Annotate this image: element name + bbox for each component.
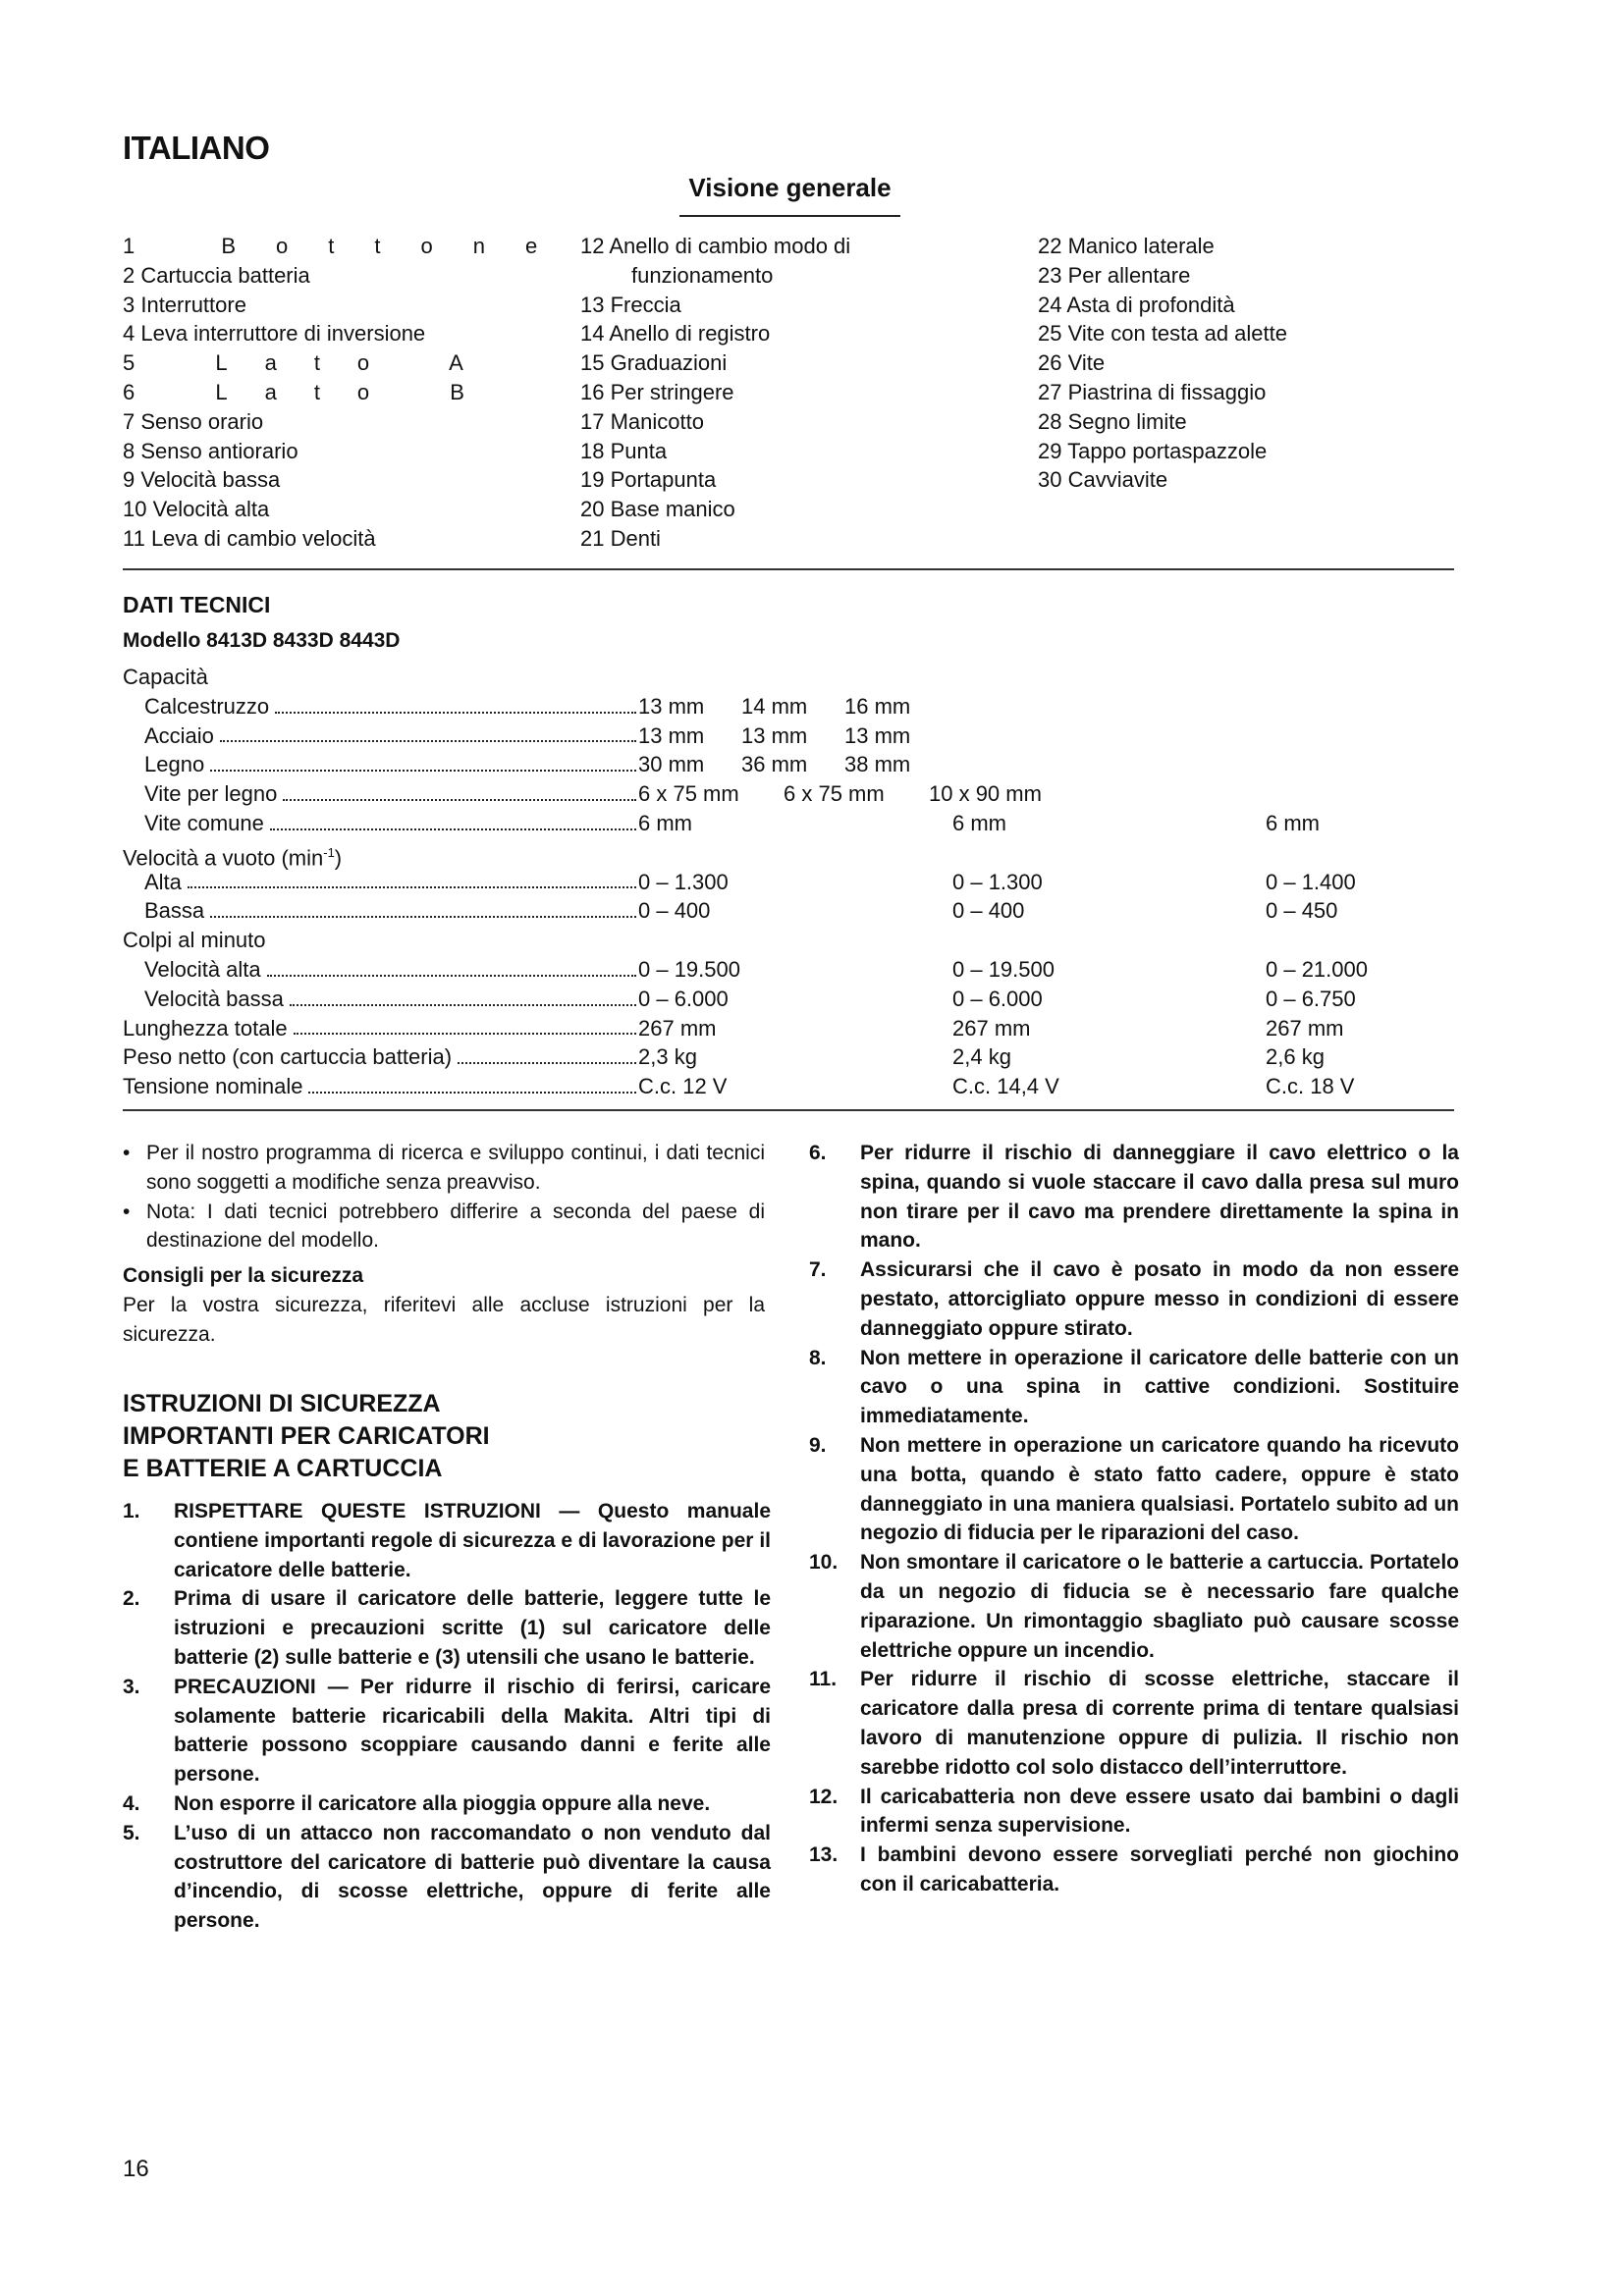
instruction-item [123, 1673, 771, 1789]
part-item: 1 Bottone [123, 234, 578, 258]
spec-value: C.c. 14,4 V [952, 1074, 1059, 1099]
spec-value: 0 – 6.750 [1266, 986, 1356, 1011]
item-text: Per ridurre il rischio di danneggiare il cavo elettrico o la spina, quando si vuole staccare il cavo dalla presa sul muro non tirare per il cavo ma prendere direttamente la spina in mano. [860, 1142, 1459, 1253]
part-item: 17 Manicotto [580, 408, 704, 434]
spec-value: C.c. 18 V [1266, 1074, 1355, 1099]
instruction-item [123, 1584, 771, 1672]
spec-label: Velocità bassa [144, 986, 284, 1011]
safety-tip-heading: Consigli per la sicurezza [123, 1264, 364, 1288]
spec-label: Bassa [144, 898, 205, 924]
section-divider [123, 568, 1454, 570]
spec-label-with-leader [144, 692, 638, 721]
item-number: 4. [123, 1791, 140, 1815]
spec-value: 0 – 1.400 [1266, 869, 1356, 894]
item-text: Il caricabatteria non deve essere usato dai bambini o dagli infermi senza supervisione. [860, 1785, 1459, 1838]
spec-value: 0 – 19.500 [638, 956, 740, 982]
instruction-item [809, 1255, 1459, 1343]
spec-label: Tensione nominale [123, 1074, 303, 1099]
part-item: 12 Anello di cambio modo di [580, 234, 851, 258]
spec-value: 0 – 6.000 [952, 986, 1043, 1011]
instruction-item [123, 1789, 771, 1819]
spec-value: 6 x 75 mm [784, 781, 885, 807]
item-text: L’uso di un attacco non raccomandato o non venduto dal costruttore del caricatore di batterie può diventare la causa d’incendio, di scosse elettriche, oppure di ferite alle persone. [174, 1821, 771, 1933]
spec-row [123, 985, 1458, 1014]
bullet-icon: • [123, 1200, 131, 1223]
spec-group-text-part: ) [334, 845, 343, 871]
spec-row [123, 721, 1458, 751]
item-number: 1. [123, 1500, 140, 1522]
part-item: 23 Per allentare [1038, 262, 1191, 288]
page-number: 16 [123, 2156, 149, 2182]
spec-group-text: Velocità a vuoto (min [123, 845, 324, 871]
spec-value: 2,3 kg [638, 1044, 697, 1070]
spec-value: 10 x 90 mm [929, 781, 1042, 807]
item-text: RISPETTARE QUESTE ISTRUZIONI — Questo manuale contiene importanti regole di sicurezza e di lavorazione per il caricatore delle batterie. [174, 1500, 771, 1581]
part-item: 8 Senso antiorario [123, 438, 298, 463]
spec-label-with-leader [144, 721, 638, 751]
overview-heading: Visione generale [688, 173, 892, 202]
dot-leader [220, 740, 636, 742]
part-item: 25 Vite con testa ad alette [1038, 321, 1287, 347]
spec-row [123, 750, 1458, 779]
spec-label: Vite per legno [144, 781, 278, 807]
spec-group-label [123, 838, 1458, 871]
part-item: 7 Senso orario [123, 408, 264, 434]
specs-table [123, 663, 1458, 1101]
part-item: 30 Cavviavite [1038, 467, 1168, 493]
spec-value: 16 mm [844, 693, 911, 719]
item-text: I bambini devono essere sorvegliati perché non giochino con il caricabatteria. [860, 1843, 1459, 1896]
spec-row [123, 1072, 1458, 1101]
item-number: 3. [123, 1675, 140, 1698]
left-column [123, 1139, 765, 1350]
spec-value: 14 mm [741, 693, 808, 719]
item-text: Non mettere in operazione il caricatore delle batterie con un cavo o una spina in cattive condizioni. Sostituire immediatamente. [860, 1346, 1459, 1428]
spec-value: 267 mm [638, 1015, 717, 1041]
spec-value: 13 mm [844, 722, 911, 748]
language-title: ITALIANO [123, 130, 270, 166]
spec-group-label [123, 926, 1458, 955]
item-text: Prima di usare il caricatore delle batterie, leggere tutte le istruzioni e precauzioni scritte (1) sul caricatore delle batterie (2) sulle batterie e (3) utensili che usano le batterie. [174, 1587, 771, 1669]
instruction-item [809, 1344, 1459, 1431]
item-number: 8. [809, 1346, 827, 1369]
part-item: 3 Interruttore [123, 292, 246, 317]
part-item: 13 Freccia [580, 292, 681, 317]
spec-value: 38 mm [844, 752, 911, 777]
spec-group-label [123, 663, 1458, 692]
spec-label-with-leader [144, 896, 638, 926]
overview-underline [679, 215, 900, 217]
spec-value: 0 – 1.300 [952, 869, 1043, 894]
part-item: 4 Leva interruttore di inversione [123, 321, 426, 347]
spec-value: 0 – 400 [952, 898, 1025, 924]
instruction-item [809, 1841, 1459, 1899]
item-text: PRECAUZIONI — Per ridurre il rischio di ferirsi, caricare solamente batterie ricaricabili della Makita. Altri tipi di batterie possono scoppiare causando danni e ferite alle persone. [174, 1675, 771, 1787]
dot-leader [458, 1062, 636, 1064]
spec-value: 36 mm [741, 752, 808, 777]
dot-leader [188, 886, 636, 888]
part-item: 27 Piastrina di fissaggio [1038, 379, 1267, 404]
dot-leader [294, 1033, 636, 1035]
spec-label: Vite comune [144, 810, 264, 835]
item-text: Assicurarsi che il cavo è posato in modo da non essere pestato, attorcigliato oppure messo in condizioni di essere danneggiato oppure stirato. [860, 1258, 1459, 1340]
part-item: 21 Denti [580, 525, 661, 551]
spec-group-text-part: -1 [323, 844, 335, 860]
dot-leader [283, 799, 636, 801]
spec-row [123, 809, 1458, 838]
part-item: 9 Velocità bassa [123, 467, 281, 493]
spec-value: 2,4 kg [952, 1044, 1011, 1070]
spec-label-with-leader [123, 1014, 638, 1043]
parts-list-col3 [1038, 232, 1287, 495]
part-item: 20 Base manico [580, 497, 735, 522]
spec-value: 6 mm [638, 810, 692, 835]
item-number: 11. [809, 1668, 838, 1691]
item-number: 9. [809, 1433, 827, 1457]
instructions-list-left [123, 1497, 771, 1936]
part-item: 16 Per stringere [580, 379, 734, 404]
spec-label-with-leader [144, 955, 638, 985]
item-number: 6. [809, 1142, 827, 1164]
part-item: 6 Lato B [123, 379, 502, 404]
model-line: Modello 8413D 8433D 8443D [123, 629, 401, 652]
instruction-item [123, 1819, 771, 1936]
part-item: 28 Segno limite [1038, 408, 1187, 434]
note-bullet: • Nota: I dati tecnici potrebbero differire a seconda del paese di destinazione del modello. [123, 1198, 765, 1256]
instruction-item [809, 1431, 1459, 1548]
spec-value: 6 mm [1266, 810, 1320, 835]
bullet-icon: • [123, 1142, 131, 1164]
part-item: 24 Asta di profondità [1038, 292, 1235, 317]
spec-value: 267 mm [1266, 1015, 1344, 1041]
spec-value: 13 mm [741, 722, 808, 748]
spec-label-with-leader [144, 750, 638, 779]
part-item: 19 Portapunta [580, 467, 717, 493]
spec-label: Legno [144, 752, 205, 777]
spec-label-with-leader [144, 868, 638, 897]
spec-label: Calcestruzzo [144, 693, 270, 719]
spec-label: Velocità alta [144, 956, 261, 982]
item-number: 10. [809, 1551, 839, 1575]
spec-row [123, 779, 1458, 809]
item-text: Non mettere in operazione un caricatore quando ha ricevuto una botta, quando è stato fatto cadere, oppure è stato danneggiato in una maniera qualsiasi. Portatelo subito ad un negozio di fiducia per le riparazioni del caso. [860, 1433, 1459, 1545]
part-item: 14 Anello di registro [580, 321, 771, 347]
note-bullet: • Per il nostro programma di ricerca e sviluppo continui, i dati tecnici sono soggetti a modifiche senza preavviso. [123, 1139, 765, 1198]
spec-value: 13 mm [638, 693, 705, 719]
spec-label-with-leader [144, 779, 638, 809]
spec-value: 0 – 400 [638, 898, 711, 924]
spec-value: 0 – 450 [1266, 898, 1338, 924]
dot-leader [267, 975, 636, 977]
parts-list-col2 [580, 232, 850, 554]
spec-label: Alta [144, 869, 182, 894]
spec-value: C.c. 12 V [638, 1074, 728, 1099]
item-text: Non smontare il caricatore o le batterie a cartuccia. Portatelo da un negozio di fiducia se è necessario fare qualche riparazione. Un rimontaggio sbagliato può causare scosse elettriche oppure un incendio. [860, 1551, 1459, 1662]
safety-tip-text: Per la vostra sicurezza, riferitevi alle accluse istruzioni per la sicurezza. [123, 1293, 765, 1346]
item-number: 5. [123, 1821, 140, 1844]
dot-leader [275, 712, 636, 714]
spec-value: 30 mm [638, 752, 705, 777]
spec-value: 6 mm [952, 810, 1006, 835]
instruction-item [809, 1139, 1459, 1255]
spec-row [123, 1042, 1458, 1072]
spec-value: 13 mm [638, 722, 705, 748]
spec-label: Peso netto (con cartuccia batteria) [123, 1044, 453, 1070]
spec-value: 0 – 19.500 [952, 956, 1055, 982]
spec-row [123, 692, 1458, 721]
spec-value: 0 – 6.000 [638, 986, 729, 1011]
item-number: 2. [123, 1587, 140, 1611]
spec-label-with-leader [144, 809, 638, 838]
item-text: Per ridurre il rischio di scosse elettriche, staccare il caricatore dalla presa di corrente prima di tentare qualsiasi lavoro di manutenzione oppure di pulizia. Il rischio non sarebbe ridotto col solo distacco dell’interruttore. [860, 1668, 1459, 1779]
part-item-continuation: funzionamento [631, 262, 774, 288]
instructions-list-right [809, 1139, 1459, 1899]
part-item: 5 Lato A [123, 350, 501, 376]
spec-row [123, 1014, 1458, 1043]
item-number: 12. [809, 1785, 839, 1808]
spec-group-text: Capacità [123, 665, 208, 689]
section-divider [123, 1109, 1454, 1111]
spec-label: Lunghezza totale [123, 1015, 288, 1041]
part-item: 29 Tappo portaspazzole [1038, 438, 1268, 463]
spec-value: 6 x 75 mm [638, 781, 739, 807]
part-item: 26 Vite [1038, 350, 1106, 376]
dot-leader [290, 1004, 636, 1006]
instruction-item [123, 1497, 771, 1584]
specs-heading: DATI TECNICI [123, 592, 271, 617]
spec-group-text: Colpi al minuto [123, 928, 266, 953]
instructions-heading: ISTRUZIONI DI SICUREZZA IMPORTANTI PER CARICATORI E BATTERIE A CARTUCCIA [123, 1390, 490, 1482]
parts-list-col1 [123, 232, 577, 554]
dot-leader [270, 828, 636, 830]
part-item: 15 Graduazioni [580, 350, 728, 376]
part-item: 18 Punta [580, 438, 668, 463]
instruction-item [809, 1665, 1459, 1782]
dot-leader [308, 1092, 636, 1094]
spec-row [123, 955, 1458, 985]
spec-value: 267 mm [952, 1015, 1031, 1041]
item-number: 13. [809, 1843, 839, 1867]
spec-row [123, 896, 1458, 926]
dot-leader [210, 770, 636, 772]
spec-label-with-leader [123, 1042, 638, 1072]
part-item: 2 Cartuccia batteria [123, 262, 310, 288]
item-text: Non esporre il caricatore alla pioggia oppure alla neve. [174, 1791, 711, 1815]
spec-value: 0 – 21.000 [1266, 956, 1368, 982]
part-item: 11 Leva di cambio velocità [123, 525, 376, 551]
part-item: 10 Velocità alta [123, 497, 270, 522]
spec-label: Acciaio [144, 722, 214, 748]
item-number: 7. [809, 1258, 827, 1282]
part-item: 22 Manico laterale [1038, 234, 1215, 258]
spec-value: 2,6 kg [1266, 1044, 1325, 1070]
spec-label-with-leader [144, 985, 638, 1014]
spec-row [123, 868, 1458, 897]
instruction-item [809, 1548, 1459, 1665]
dot-leader [210, 916, 636, 918]
spec-value: 0 – 1.300 [638, 869, 729, 894]
spec-label-with-leader [123, 1072, 638, 1101]
instruction-item [809, 1783, 1459, 1842]
